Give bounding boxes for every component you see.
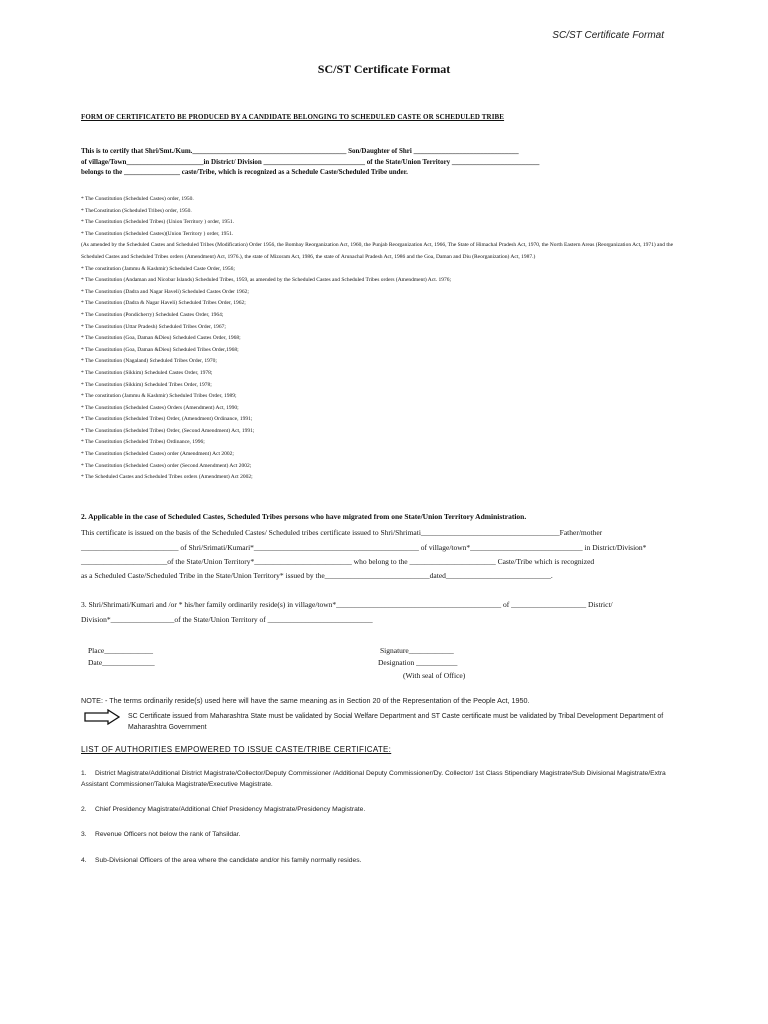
order-item: * The Constitution (Scheduled Castes) order (Second Amendment) Act 2002; <box>81 462 252 469</box>
authority-item-4 <box>81 855 691 866</box>
authority-item-3 <box>81 829 691 840</box>
order-item: * The Constitution (Dadra & Nagar Haveli) Scheduled Tribes Order, 1962; <box>81 300 246 307</box>
validation-note: SC Certificate issued from Maharashtra State must be validated by Social Welfare Department and ST Caste certificate must be validated by Tribal Development Department of Maharashtra Government <box>128 713 664 731</box>
order-item: * The Constitution (Andaman and Nicobar Islands) Scheduled Tribes, 1959, as amended by the Scheduled Castes and Scheduled Tribes orders (Amendment) Act. 1976; <box>81 277 452 284</box>
authority-item-2 <box>81 804 691 815</box>
authority-number: 1. <box>81 770 87 777</box>
authority-text: District Magistrate/Additional District Magistrate/Collector/Deputy Commissioner /Additional Deputy Commissioner/Dy. Collector/ 1st Class Stipendiary Magistrate/Sub Divisional Magistrate/Extra Assistant Commissioner/Taluka Magistrate/Executive Magistrate. <box>81 770 666 788</box>
order-item: * The Constitution (Scheduled Castes) order (Amendment) Act 2002; <box>81 451 234 458</box>
authority-text: Chief Presidency Magistrate/Additional Chief Presidency Magistrate/Presidency Magistrate. <box>95 806 366 813</box>
section3-line2: Division*_________________of the State/Union Territory of ____________________________ <box>81 615 373 624</box>
authority-number: 2. <box>81 806 87 813</box>
authority-text: Sub-Divisional Officers of the area where the candidate and/or his family normally resides. <box>95 857 362 864</box>
order-item: * The constitution (Jammu & Kashmir) Scheduled Tribes Order, 1989; <box>81 393 237 400</box>
order-item: * The Constitution (Goa, Daman &Dieu) Scheduled Tribes Order,1968; <box>81 346 239 353</box>
order-item: * The Constitution (Uttar Pradesh) Scheduled Tribes Order, 1967; <box>81 323 226 330</box>
order-item: * The Constitution (Scheduled Tribes) Order, (Amendment) Ordinance, 1991; <box>81 416 253 423</box>
authority-text: Revenue Officers not below the rank of Tahsildar. <box>95 831 241 838</box>
section2-heading: 2. Applicable in the case of Scheduled Castes, Scheduled Tribes persons who have migrated from one State/Union Territory Administration. <box>81 512 527 521</box>
order-item: * The Constitution (Nagaland) Scheduled Tribes Order, 1970; <box>81 358 217 365</box>
order-item: * The Constitution (Scheduled Castes) order, 1950. <box>81 196 194 202</box>
order-item: * The Constitution (Scheduled Castes)(Union Territory ) order, 1951. <box>81 230 234 237</box>
order-item: * The Constitution (Scheduled Tribes) Ordinance, 1996; <box>81 439 205 446</box>
section2-line3: _______________________of the State/Union Territory*__________________________ who belong to the _______________________ Caste/Tribe which is recognized <box>81 557 595 566</box>
order-item: * The constitution (Jammu & Kashmir) Scheduled Caste Order, 1956; <box>81 265 235 272</box>
form-heading: FORM OF CERTIFICATETO BE PRODUCED BY A CANDIDATE BELONGING TO SCHEDULED CASTE OR SCHEDULED TRIBE <box>81 113 505 121</box>
order-item: * The Constitution (Pondicherry) Scheduled Castes Order, 1964; <box>81 311 224 318</box>
order-item: * The Constitution (Scheduled Tribes) (Union Territory ) order, 1951. <box>81 219 235 226</box>
order-item: * The Constitution (Sikkim) Scheduled Castes Order, 1978; <box>81 369 213 376</box>
order-item: * TheConstitution (Scheduled Tribes) order, 1950. <box>81 207 192 214</box>
order-item: * The Constitution (Sikkim) Scheduled Tribes Order, 1978; <box>81 381 212 388</box>
section2-line2: __________________________ of Shri/Srimati/Kumari*____________________________________________ of village/town*______________________________ in District/Division* <box>81 543 647 552</box>
date-field: Date______________ <box>88 658 155 667</box>
section1-line1: This is to certify that Shri/Smt./Kum.____________________________________________ Son/Daughter of Shri ______________________________ <box>81 147 519 155</box>
authority-number: 3. <box>81 831 87 838</box>
order-item: * The Constitution (Dadra and Nagar Haveli) Scheduled Castes Order 1962; <box>81 288 249 295</box>
section1-line3: belongs to the ________________ caste/Tribe, which is recognized as a Schedule Caste/Scheduled Tribe under. <box>81 168 408 176</box>
section2-line1: This certificate is issued on the basis of the Scheduled Castes/ Scheduled tribes certificate issued to Shri/Shrimati_____________________________________Father/mother <box>81 528 603 537</box>
order-item: * The Scheduled Castes and Scheduled Tribes orders (Amendment) Act 2002; <box>81 474 253 481</box>
section1-line2: of village/Town______________________in District/ Division _____________________________ of the State/Union Territory _________________________ <box>81 158 540 166</box>
note-text: NOTE: - The terms ordinarily reside(s) used here will have the same meaning as in Section 20 of the Representation of the People Act, 1950. <box>81 696 530 705</box>
authority-item-1 <box>81 768 691 790</box>
place-field: Place_____________ <box>88 646 153 655</box>
designation-field: Designation ___________ <box>378 658 458 667</box>
seal-note: (With seal of Office) <box>403 671 466 680</box>
authorities-heading: LIST OF AUTHORITIES EMPOWERED TO ISSUE CASTE/TRIBE CERTIFICATE: <box>81 745 392 754</box>
order-item: (As amended by the Scheduled Castes and Scheduled Tribes (Modification) Order 1956, the Bombay Reorganization Act, 1960, the Punjab Reorganization Act, 1966, The State of Himachal Pradesh Act, 1970, the North Eastern Areas (Reorganization Act, 1971) and the Scheduled Castes and Scheduled Tribes orders (Amendment) Act, 1976.), the state of Mizoram Act, 1986, the state of Arunachal Pradesh Act, 1986 and the Goa, Daman and Diu (Reorganization) Act, 1987.) <box>81 242 674 260</box>
running-header: SC/ST Certificate Format <box>552 30 664 41</box>
page-title: SC/ST Certificate Format <box>317 62 451 76</box>
orders-list <box>81 194 691 484</box>
section3-line1: 3. Shri/Shrimati/Kumari and /or * his/her family ordinarily reside(s) in village/town*____________________________________________ of ____________________ District/ <box>81 600 613 609</box>
right-arrow-icon <box>84 709 120 725</box>
authority-number: 4. <box>81 857 87 864</box>
order-item: * The Constitution (Scheduled Castes) Orders (Amendment) Act, 1990; <box>81 404 239 411</box>
order-item: * The Constitution (Goa, Daman &Dieu) Scheduled Castes Order, 1968; <box>81 335 241 342</box>
order-item: * The Constitution (Scheduled Tribes) Order, (Second Amendment) Act, 1991; <box>81 427 255 434</box>
signature-field: Signature____________ <box>380 646 454 655</box>
section2-line4: as a Scheduled Caste/Scheduled Tribe in the State/Union Territory* issued by the____________________________dated____________________________. <box>81 571 553 580</box>
